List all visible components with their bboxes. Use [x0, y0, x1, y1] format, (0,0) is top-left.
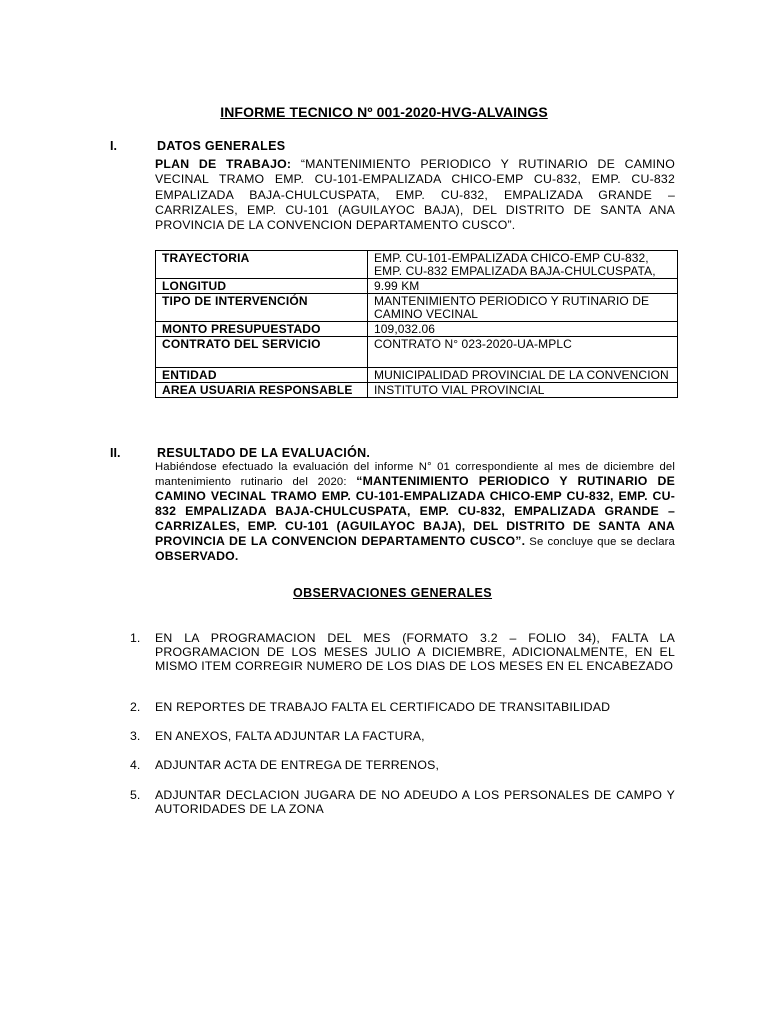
observation-number: 5.: [130, 788, 141, 802]
table-label-entidad: ENTIDAD: [156, 368, 368, 383]
section-1-title: DATOS GENERALES: [157, 139, 286, 153]
observation-number: 2.: [130, 700, 141, 714]
table-row: [156, 279, 678, 294]
observation-text: ADJUNTAR ACTA DE ENTREGA DE TERRENOS,: [155, 758, 440, 772]
table-label-trayectoria: TRAYECTORIA: [156, 251, 368, 279]
work-plan-text: “MANTENIMIENTO PERIODICO Y RUTINARIO DE CAMINO VECINAL TRAMO EMP. CU-101-EMPALIZADA CHICO-EMP CU-832, EMP. CU-832 EMPALIZADA BAJA-CHULCUSPATA, EMP. CU-832, EMPALIZADA GRANDE – CARRIZALES, EMP. CU-101 (AGUILAYOC BAJA), DEL DISTRITO DE SANTA ANA PROVINCIA DE LA CONVENCION DEPARTAMENTO CUSCO”.: [155, 157, 676, 233]
evaluation-project-name: “MANTENIMIENTO PERIODICO Y RUTINARIO DE CAMINO VECINAL TRAMO EMP. CU-101-EMPALIZADA CHICO-EMP CU-832, EMP. CU-832 EMPALIZADA BAJA-CHULCUSPATA, EMP. CU-832, EMPALIZADA GRANDE – CARRIZALES, EMP. CU-101 (AGUILAYOC BAJA), DEL DISTRITO DE SANTA ANA PROVINCIA DE LA CONVENCION DEPARTAMENTO CUSCO”.: [155, 474, 675, 548]
section-2-title: RESULTADO DE LA EVALUACIÓN.: [157, 446, 371, 460]
observation-number: 3.: [130, 729, 141, 743]
table-row: [156, 322, 678, 337]
work-plan-label: PLAN DE TRABAJO:: [155, 157, 292, 171]
observation-text: ADJUNTAR DECLACION JUGARA DE NO ADEUDO A LOS PERSONALES DE CAMPO Y AUTORIDADES DE LA ZONA: [155, 788, 675, 816]
table-value-trayectoria: EMP. CU-101-EMPALIZADA CHICO-EMP CU-832, EMP. CU-832 EMPALIZADA BAJA-CHULCUSPATA,: [374, 252, 656, 278]
table-label-tipo-intervencion: TIPO DE INTERVENCIÓN: [156, 294, 368, 322]
table-label-monto: MONTO PRESUPUESTADO: [156, 322, 368, 337]
table-row: [156, 294, 678, 322]
table-label-longitud: LONGITUD: [156, 279, 368, 294]
table-value-area-usuaria: INSTITUTO VIAL PROVINCIAL: [368, 383, 678, 398]
table-value-longitud: 9.99 KM: [368, 279, 678, 294]
work-plan-paragraph: [155, 157, 675, 233]
section-2-number: II.: [110, 446, 121, 460]
report-title: INFORME TECNICO Nº 001-2020-HVG-ALVAINGS: [220, 104, 548, 120]
table-value-monto: 109,032.06: [368, 322, 678, 337]
table-row: [156, 368, 678, 383]
evaluation-verdict: OBSERVADO.: [155, 549, 239, 563]
table-row: [156, 251, 678, 279]
observation-text: EN REPORTES DE TRABAJO FALTA EL CERTIFICADO DE TRANSITABILIDAD: [155, 700, 611, 714]
section-1-number: I.: [110, 139, 117, 153]
evaluation-intro: Habiéndose efectuado la evaluación del informe N° 01 correspondiente al mes de diciembre del mantenimiento rutinario del 2020:: [155, 461, 675, 488]
observation-number: 1.: [130, 631, 141, 645]
observations-title: OBSERVACIONES GENERALES: [292, 586, 493, 600]
table-value-tipo-intervencion: MANTENIMIENTO PERIODICO Y RUTINARIO DE CAMINO VECINAL: [368, 294, 678, 322]
table-row: [156, 383, 678, 398]
observation-text: EN ANEXOS, FALTA ADJUNTAR LA FACTURA,: [155, 729, 425, 743]
table-value-entidad: MUNICIPALIDAD PROVINCIAL DE LA CONVENCION: [368, 368, 678, 383]
table-label-contrato: CONTRATO DEL SERVICIO: [156, 337, 368, 368]
table-value-contrato: CONTRATO N° 023-2020-UA-MPLC: [368, 337, 678, 368]
observation-text: EN LA PROGRAMACION DEL MES (FORMATO 3.2 – FOLIO 34), FALTA LA PROGRAMACION DE LOS MESES JULIO A DICIEMBRE, ADICIONALMENTE, EN EL MISMO ITEM CORREGIR NUMERO DE LOS DIAS DE LOS MESES EN EL ENCABEZADO: [155, 631, 675, 673]
evaluation-paragraph: [155, 460, 675, 564]
general-data-table: [155, 250, 678, 398]
table-row: [156, 337, 678, 368]
table-label-area-usuaria: AREA USUARIA RESPONSABLE: [156, 383, 368, 398]
evaluation-conclusion: Se concluye que se declara: [525, 536, 675, 548]
observation-number: 4.: [130, 758, 141, 772]
